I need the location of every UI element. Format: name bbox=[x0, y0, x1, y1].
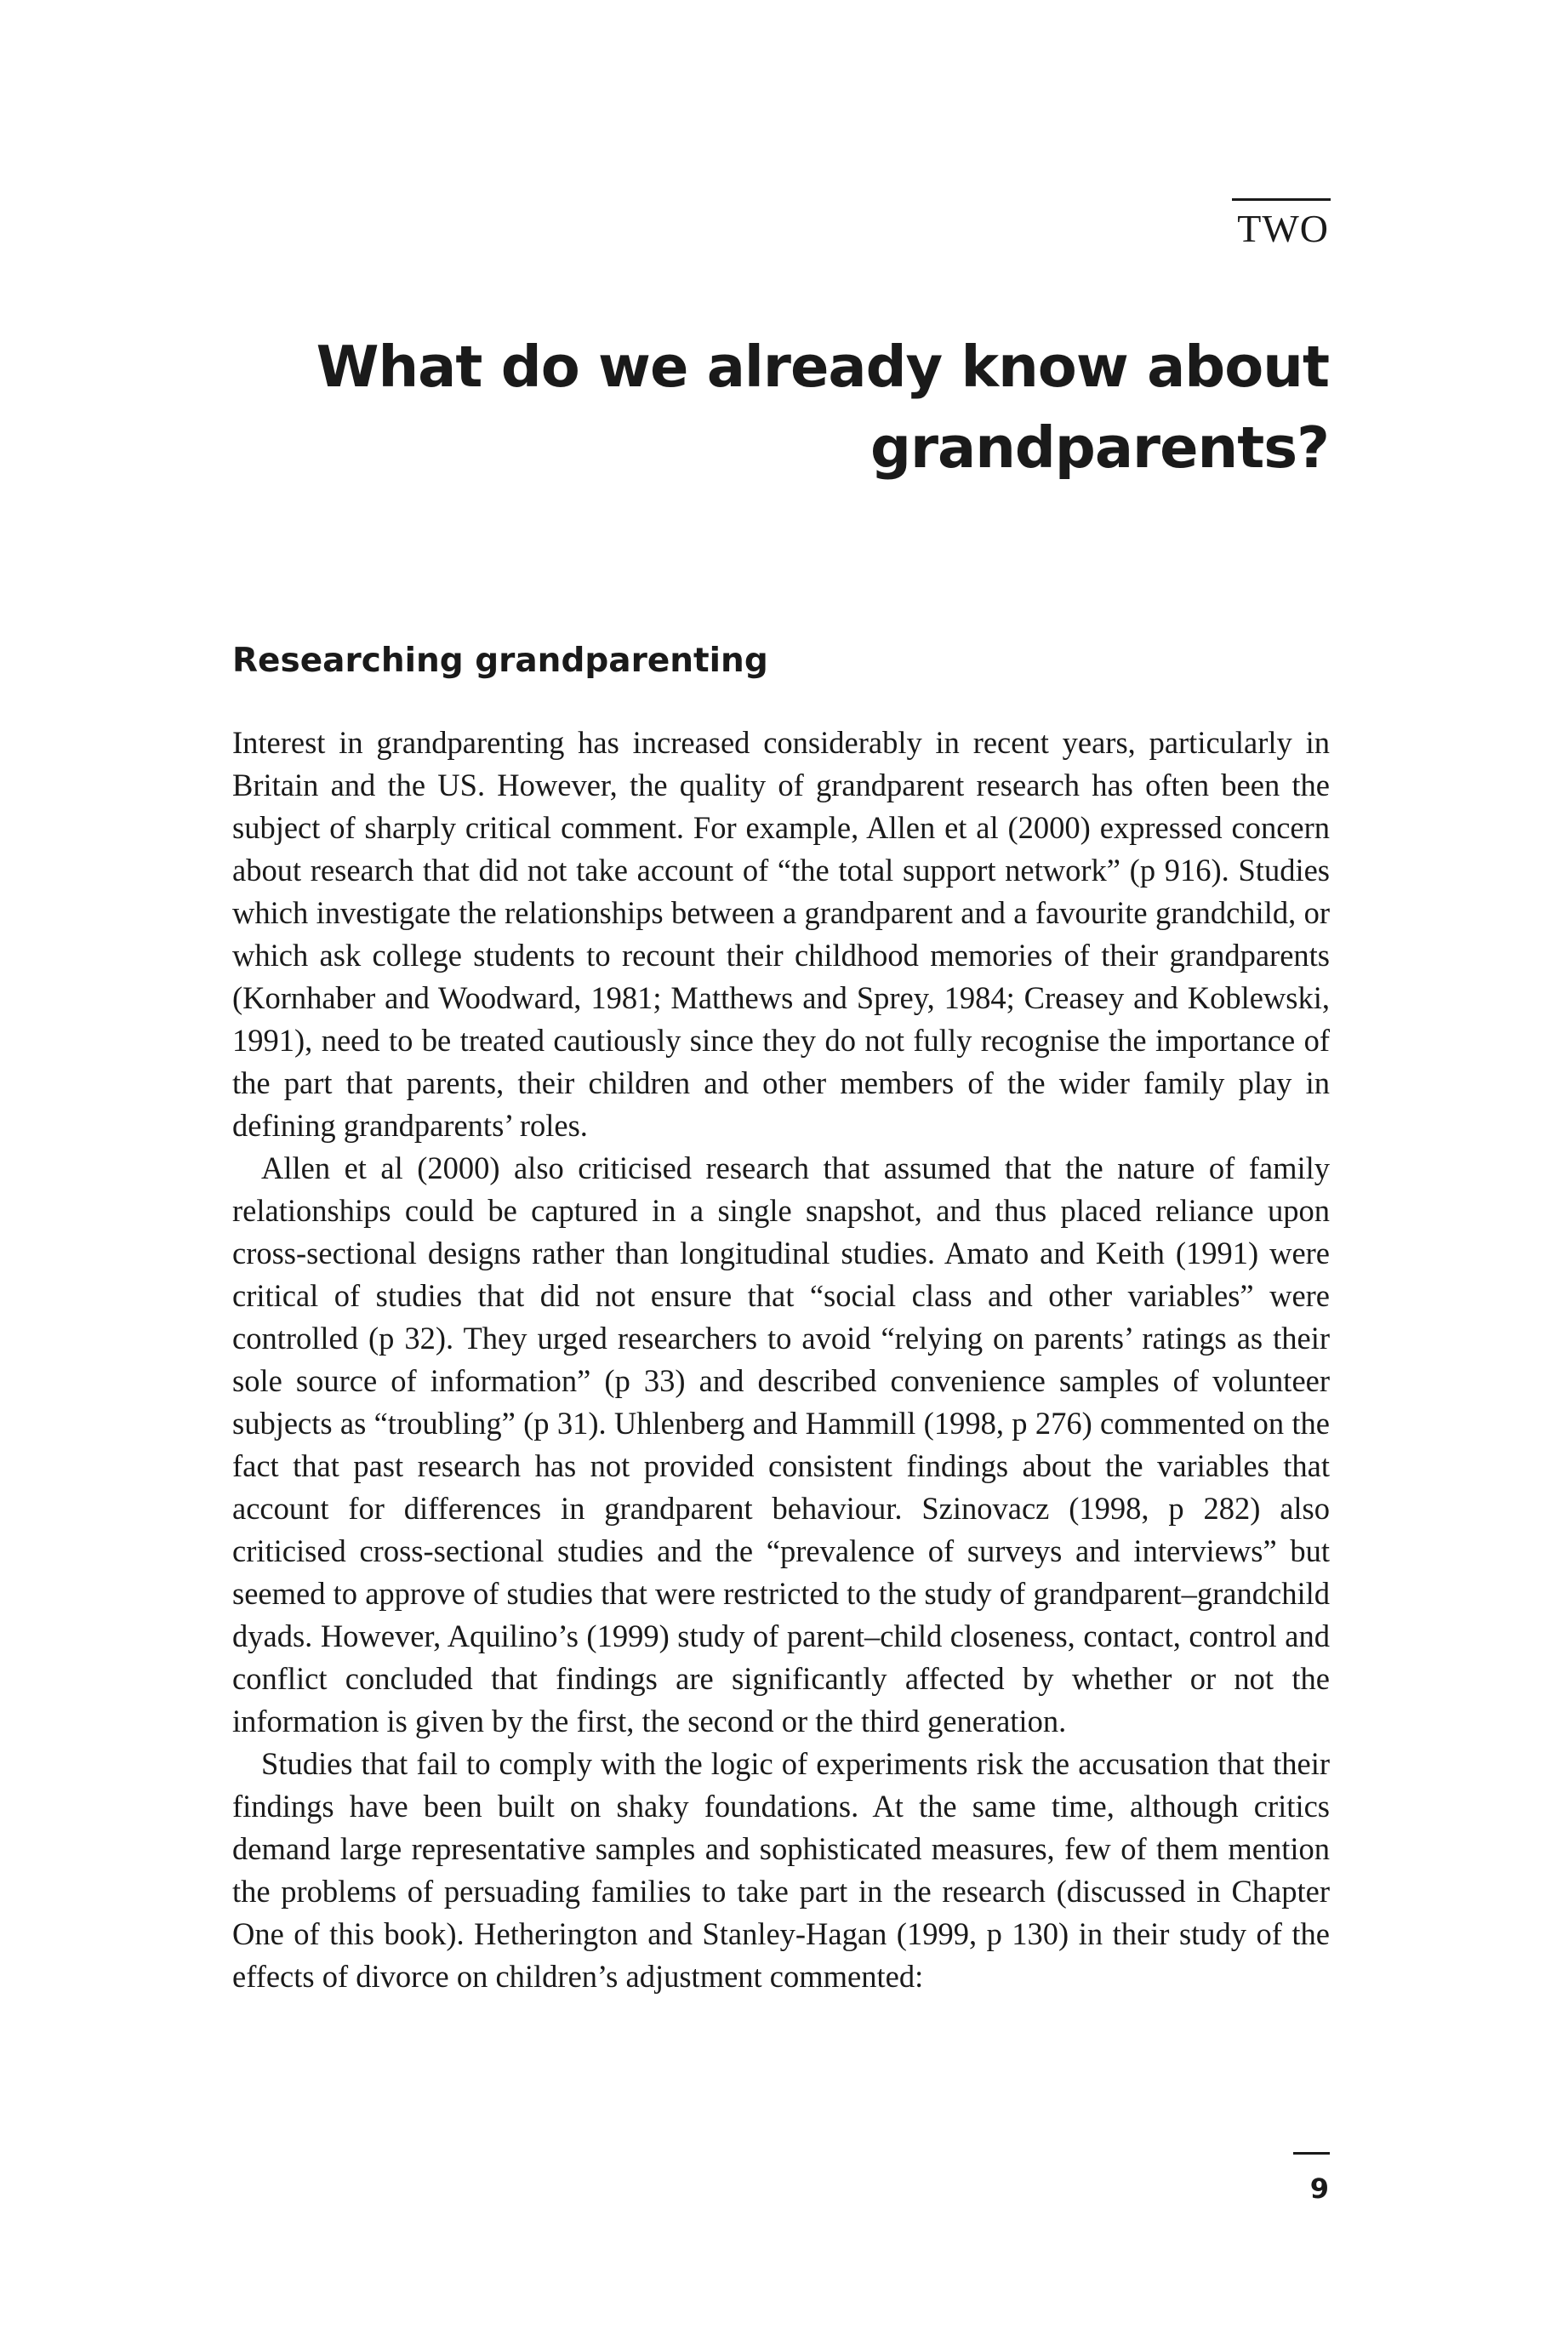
chapter-title-line-2: grandparents? bbox=[870, 414, 1329, 481]
chapter-title bbox=[223, 327, 1329, 488]
chapter-title-line-1: What do we already know about bbox=[316, 334, 1329, 400]
paragraph-1: Interest in grandparenting has increased considerably in recent years, particularly in Britain and the US. However, the quality of grandparent research has often been the subject of sharply critical comment. For example, Allen et al (2000) expressed concern about research that did not take account of “the total support network” (p 916). Studies which investigate the relationships between a grandparent and a favourite grandchild, or which ask college students to recount their childhood memories of their grandparents (Kornhaber and Woodward, 1981; Matthews and Sprey, 1984; Creasey and Koblewski, 1991), need to be treated cautiously since they do not fully recognise the importance of the part that parents, their children and other members of the wider family play in defining grandparents’ roles. bbox=[232, 725, 1330, 1143]
chapter-rule bbox=[1232, 198, 1331, 201]
paragraph-2: Allen et al (2000) also criticised research that assumed that the nature of family relationships could be captured in a single snapshot, and thus placed reliance upon cross-sectional designs rather than longitudinal studies. Amato and Keith (1991) were critical of studies that did not ensure that “social class and other variables” were controlled (p 32). They urged researchers to avoid “relying on parents’ ratings as their sole source of information” (p 33) and described convenience samples of volunteer subjects as “troubling” (p 31). Uhlenberg and Hammill (1998, p 276) commented on the fact that past research has not provided consistent findings about the variables that account for differences in grandparent behaviour. Szinovacz (1998, p 282) also criticised cross-sectional studies and the “prevalence of surveys and interviews” but seemed to approve of studies that were restricted to the study of grandparent–grandchild dyads. However, Aquilino’s (1999) study of parent–child closeness, contact, control and conflict concluded that findings are significantly affected by whether or not the information is given by the first, the second or the third generation. bbox=[232, 1150, 1330, 1738]
page-number-rule bbox=[1293, 2152, 1330, 2155]
section-heading: Researching grandparenting bbox=[232, 642, 768, 680]
paragraph-3: Studies that fail to comply with the logic of experiments risk the accusation that their findings have been built on shaky foundations. At the same time, although critics demand large representative samples and sophisticated measures, few of them mention the problems of persuading families to take part in the research (discussed in Chapter One of this book). Hetherington and Stanley-Hagan (1999, p 130) in their study of the effects of divorce on children’s adjustment commented: bbox=[232, 1746, 1330, 1994]
body-text bbox=[232, 722, 1330, 1998]
chapter-label: TWO bbox=[1237, 207, 1329, 250]
page-number: 9 bbox=[1309, 2172, 1329, 2205]
